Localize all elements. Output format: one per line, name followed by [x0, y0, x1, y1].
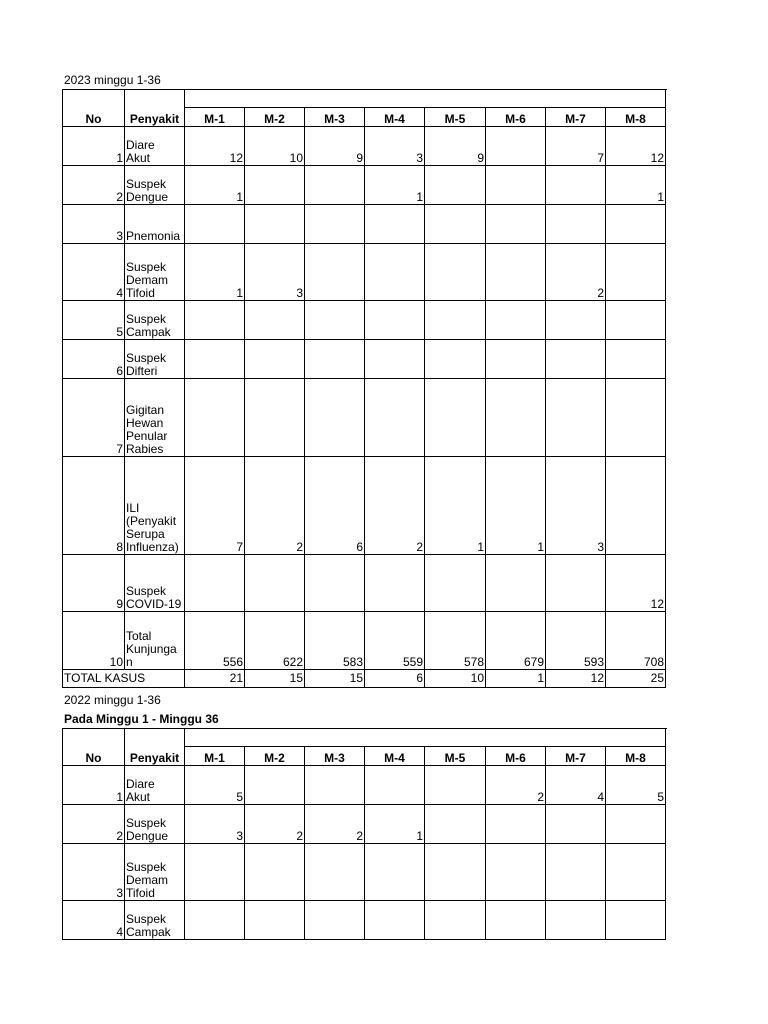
case-count: [606, 805, 666, 844]
case-count: [185, 555, 245, 612]
case-count: [365, 301, 425, 340]
case-count: 10: [245, 127, 305, 166]
case-count: 12: [606, 555, 666, 612]
case-count: [245, 166, 305, 205]
table-row: [63, 901, 666, 940]
table-row: [63, 127, 666, 166]
table-row: [63, 205, 666, 244]
case-count: [486, 340, 546, 379]
case-count: [185, 205, 245, 244]
case-count: 3: [546, 457, 606, 555]
case-count: 12: [606, 127, 666, 166]
case-count: 4: [546, 766, 606, 805]
case-count: [606, 901, 666, 940]
case-count: 622: [245, 612, 305, 670]
column-header-penyakit: Penyakit: [125, 90, 185, 127]
case-count: [546, 901, 606, 940]
case-count: [546, 805, 606, 844]
total-row: [63, 670, 666, 688]
case-count: [486, 844, 546, 901]
row-number: 4: [63, 244, 125, 301]
case-count: [245, 379, 305, 457]
case-count: [546, 379, 606, 457]
total-count: 10: [425, 670, 486, 688]
disease-name: ILI (Penyakit Serupa Influenza): [125, 457, 185, 555]
case-count: [606, 379, 666, 457]
case-count: [305, 766, 365, 805]
column-header-week: M-7: [546, 108, 606, 127]
case-count: [606, 457, 666, 555]
case-count: [425, 844, 486, 901]
table-row: [63, 457, 666, 555]
case-count: [305, 301, 365, 340]
disease-name: Diare Akut: [125, 127, 185, 166]
row-number: 5: [63, 301, 125, 340]
column-header-penyakit: Penyakit: [125, 729, 185, 766]
column-header-no: No: [63, 729, 125, 766]
case-count: [546, 166, 606, 205]
table-row: [63, 244, 666, 301]
case-count: [365, 205, 425, 244]
case-count: 1: [425, 457, 486, 555]
case-count: 559: [365, 612, 425, 670]
subtitle-2022: Pada Minggu 1 - Minggu 36: [64, 712, 219, 726]
column-header-week: M-8: [606, 108, 666, 127]
table-row: [63, 301, 666, 340]
header-spacer: [185, 729, 666, 747]
case-count: 9: [305, 127, 365, 166]
case-count: [365, 901, 425, 940]
disease-name: Pnemonia: [125, 205, 185, 244]
total-count: 25: [606, 670, 666, 688]
case-count: 2: [365, 457, 425, 555]
case-count: 6: [305, 457, 365, 555]
table-row: [63, 844, 666, 901]
case-count: 1: [365, 166, 425, 205]
case-count: [486, 166, 546, 205]
column-header-week: M-2: [245, 108, 305, 127]
case-count: [425, 340, 486, 379]
column-header-week: M-1: [185, 747, 245, 766]
case-count: [546, 340, 606, 379]
case-count: [185, 301, 245, 340]
disease-name: Suspek COVID-19: [125, 555, 185, 612]
case-count: [606, 205, 666, 244]
column-header-week: M-4: [365, 747, 425, 766]
column-header-week: M-3: [305, 108, 365, 127]
case-count: [245, 901, 305, 940]
case-count: [486, 205, 546, 244]
column-header-no: No: [63, 90, 125, 127]
row-number: 10: [63, 612, 125, 670]
case-count: [245, 205, 305, 244]
table-row: [63, 555, 666, 612]
case-count: [425, 555, 486, 612]
case-count: [425, 244, 486, 301]
disease-name: Suspek Dengue: [125, 166, 185, 205]
disease-name: Suspek Demam Tifoid: [125, 844, 185, 901]
case-count: [365, 555, 425, 612]
case-count: [486, 379, 546, 457]
disease-name: Suspek Difteri: [125, 340, 185, 379]
case-count: [425, 166, 486, 205]
column-header-week: M-7: [546, 747, 606, 766]
case-count: [185, 901, 245, 940]
table-row: [63, 805, 666, 844]
column-header-week: M-6: [486, 747, 546, 766]
row-number: 7: [63, 379, 125, 457]
case-count: [425, 805, 486, 844]
table-row: [63, 340, 666, 379]
case-count: [546, 301, 606, 340]
case-count: [185, 844, 245, 901]
total-count: 15: [245, 670, 305, 688]
disease-name: Suspek Dengue: [125, 805, 185, 844]
case-count: [305, 844, 365, 901]
case-count: [245, 340, 305, 379]
case-count: [486, 127, 546, 166]
row-number: 4: [63, 901, 125, 940]
case-count: [425, 205, 486, 244]
case-count: [486, 301, 546, 340]
case-count: [425, 766, 486, 805]
column-header-week: M-3: [305, 747, 365, 766]
case-count: [546, 844, 606, 901]
case-count: [305, 166, 365, 205]
case-count: [245, 844, 305, 901]
case-count: 3: [365, 127, 425, 166]
row-number: 2: [63, 805, 125, 844]
column-header-week: M-1: [185, 108, 245, 127]
row-number: 3: [63, 844, 125, 901]
case-count: [365, 340, 425, 379]
disease-name: Total Kunjunga n: [125, 612, 185, 670]
row-number: 6: [63, 340, 125, 379]
case-count: 1: [365, 805, 425, 844]
disease-name: Suspek Campak: [125, 301, 185, 340]
case-count: 1: [185, 166, 245, 205]
case-count: [305, 340, 365, 379]
case-count: 2: [486, 766, 546, 805]
row-number: 9: [63, 555, 125, 612]
case-count: [425, 379, 486, 457]
case-count: [245, 766, 305, 805]
case-count: [305, 244, 365, 301]
case-count: [185, 379, 245, 457]
case-count: [305, 901, 365, 940]
disease-name: Gigitan Hewan Penular Rabies: [125, 379, 185, 457]
column-header-week: M-5: [425, 108, 486, 127]
row-number: 2: [63, 166, 125, 205]
caption-2022: 2022 minggu 1-36: [64, 693, 161, 707]
case-count: 679: [486, 612, 546, 670]
case-count: [365, 244, 425, 301]
total-count: 15: [305, 670, 365, 688]
case-count: 1: [606, 166, 666, 205]
case-count: [305, 205, 365, 244]
table-row: [63, 766, 666, 805]
case-count: 1: [486, 457, 546, 555]
disease-name: Suspek Demam Tifoid: [125, 244, 185, 301]
case-count: 578: [425, 612, 486, 670]
table-row: [63, 379, 666, 457]
case-count: 593: [546, 612, 606, 670]
case-count: 5: [185, 766, 245, 805]
total-count: 1: [486, 670, 546, 688]
case-count: [425, 901, 486, 940]
disease-name: Diare Akut: [125, 766, 185, 805]
case-count: [245, 555, 305, 612]
case-count: 7: [185, 457, 245, 555]
case-count: [486, 555, 546, 612]
case-count: [486, 805, 546, 844]
case-count: 5: [606, 766, 666, 805]
case-count: [185, 340, 245, 379]
column-header-week: M-2: [245, 747, 305, 766]
header-spacer: [185, 90, 666, 108]
case-count: [245, 301, 305, 340]
total-count: 12: [546, 670, 606, 688]
case-count: 2: [305, 805, 365, 844]
total-count: 21: [185, 670, 245, 688]
case-count: [305, 555, 365, 612]
caption-2023: 2023 minggu 1-36: [64, 73, 161, 87]
column-header-week: M-6: [486, 108, 546, 127]
case-count: 583: [305, 612, 365, 670]
total-label: TOTAL KASUS: [63, 670, 185, 688]
disease-table-2022: [62, 728, 666, 940]
column-header-week: M-5: [425, 747, 486, 766]
case-count: [606, 301, 666, 340]
case-count: [425, 301, 486, 340]
total-count: 6: [365, 670, 425, 688]
column-header-week: M-4: [365, 108, 425, 127]
row-number: 1: [63, 127, 125, 166]
case-count: 708: [606, 612, 666, 670]
case-count: [305, 379, 365, 457]
case-count: [606, 244, 666, 301]
case-count: 556: [185, 612, 245, 670]
case-count: [486, 244, 546, 301]
row-number: 3: [63, 205, 125, 244]
case-count: [546, 555, 606, 612]
case-count: 12: [185, 127, 245, 166]
case-count: [606, 844, 666, 901]
row-number: 1: [63, 766, 125, 805]
row-number: 8: [63, 457, 125, 555]
case-count: 3: [245, 244, 305, 301]
case-count: 3: [185, 805, 245, 844]
case-count: [365, 844, 425, 901]
case-count: [606, 340, 666, 379]
case-count: [365, 766, 425, 805]
disease-name: Suspek Campak: [125, 901, 185, 940]
case-count: 2: [245, 457, 305, 555]
case-count: 7: [546, 127, 606, 166]
case-count: 2: [546, 244, 606, 301]
table-row: [63, 612, 666, 670]
disease-table-2023: [62, 89, 666, 688]
case-count: [365, 379, 425, 457]
case-count: 2: [245, 805, 305, 844]
case-count: [486, 901, 546, 940]
case-count: [546, 205, 606, 244]
case-count: 1: [185, 244, 245, 301]
table-row: [63, 166, 666, 205]
case-count: 9: [425, 127, 486, 166]
column-header-week: M-8: [606, 747, 666, 766]
